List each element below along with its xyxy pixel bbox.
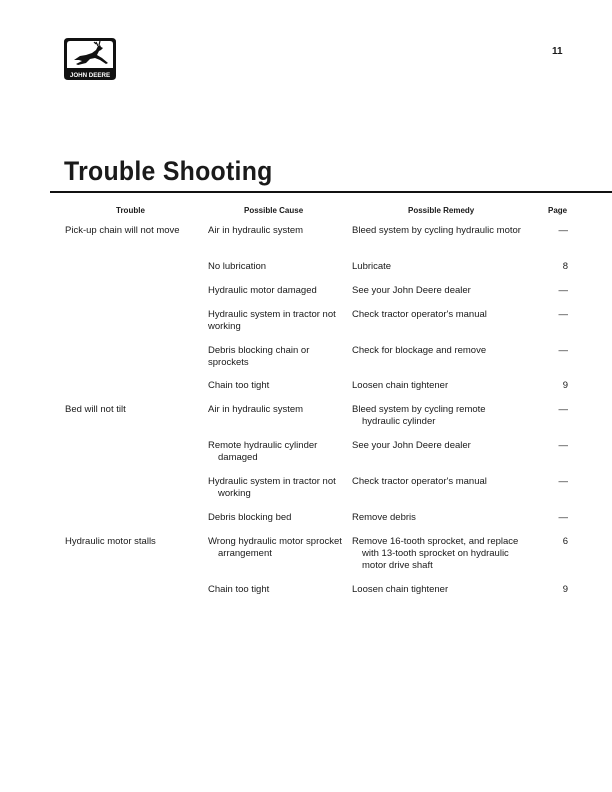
remedy-cell: Bleed system by cycling hydraulic motor (352, 225, 521, 236)
page-number: 11 (552, 46, 563, 57)
title-rule (50, 191, 612, 193)
remedy-cell: Bleed system by cycling remote hydraulic cylinder (352, 404, 486, 427)
cause-cell: Debris blocking chain or sprockets (208, 345, 310, 368)
remedy-cell: Loosen chain tightener (352, 380, 449, 391)
cause-cell: Hydraulic system in tractor not working (208, 476, 336, 499)
page-ref: — (558, 440, 568, 451)
cause-cell: Air in hydraulic system (208, 404, 304, 415)
cause-cell: Remote hydraulic cylinder damaged (208, 440, 318, 463)
remedy-cell: Loosen chain tightener (352, 584, 449, 595)
page-ref: 8 (562, 261, 568, 272)
deer-icon (62, 36, 118, 82)
remedy-cell: Lubricate (352, 261, 392, 272)
cause-cell: Chain too tight (208, 380, 270, 391)
cause-cell: Debris blocking bed (208, 512, 292, 523)
header-cause: Possible Cause (244, 206, 304, 215)
header-remedy: Possible Remedy (408, 206, 475, 215)
page-ref: 6 (562, 536, 568, 547)
page-ref: 9 (562, 380, 568, 391)
cause-cell: Chain too tight (208, 584, 270, 595)
trouble-cell: Pick-up chain will not move (65, 225, 180, 236)
header-trouble: Trouble (116, 206, 145, 215)
cause-cell: Wrong hydraulic motor sprocket arrangement (208, 536, 342, 559)
trouble-cell: Hydraulic motor stalls (65, 536, 156, 547)
cause-cell: Air in hydraulic system (208, 225, 304, 236)
page-ref: — (558, 476, 568, 487)
page-ref: — (558, 309, 568, 320)
remedy-cell: Check tractor operator's manual (352, 476, 487, 487)
remedy-cell: See your John Deere dealer (352, 285, 471, 296)
remedy-cell: Check tractor operator's manual (352, 309, 487, 320)
page-ref: — (558, 285, 568, 296)
cause-cell: Hydraulic system in tractor not working (208, 309, 336, 332)
remedy-cell: Check for blockage and remove (352, 345, 487, 356)
remedy-cell: Remove debris (352, 512, 416, 523)
svg-text:JOHN DEERE: JOHN DEERE (69, 72, 111, 79)
header-page: Page (548, 206, 568, 215)
page-ref: — (558, 404, 568, 415)
remedy-cell: See your John Deere dealer (352, 440, 471, 451)
cause-cell: No lubrication (208, 261, 267, 272)
page-ref: 9 (562, 584, 568, 595)
remedy-cell: Remove 16-tooth sprocket, and replace with 13-tooth sprocket on hydraulic motor drive shaft (352, 536, 519, 571)
cause-cell: Hydraulic motor damaged (208, 285, 317, 296)
page-ref: — (558, 512, 568, 523)
page-ref: — (558, 225, 568, 236)
page-ref: — (558, 345, 568, 356)
trouble-cell: Bed will not tilt (65, 404, 126, 415)
john-deere-logo (62, 36, 118, 82)
page-title: Trouble Shooting (64, 156, 273, 186)
